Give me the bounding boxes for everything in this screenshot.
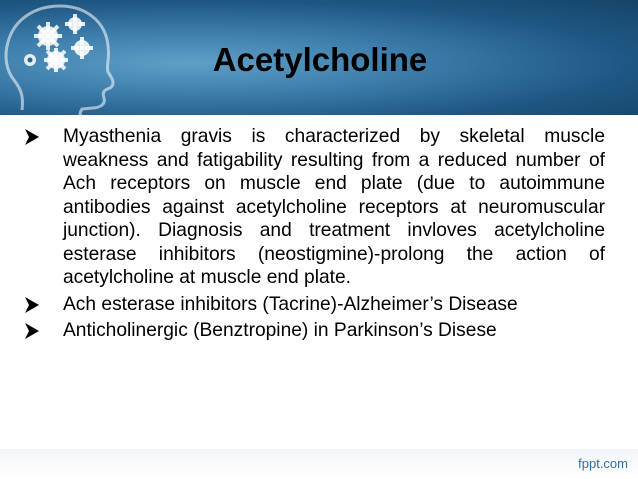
bullet-text: Ach esterase inhibitors (Tacrine)-Alzheimer’s Disease	[63, 293, 518, 315]
bullet-text: Myasthenia gravis is characterized by skeletal muscle weakness and fatigability resulting from a reduced number of Ach receptors on muscle end plate (due to autoimmune antibodies against acetylcholine receptors at neuromuscular junction). Diagnosis and treatment invloves acetylcholine esterase inhibitors (neostigmine)-prolong the action of acetylcholine at muscle end plate.	[63, 126, 605, 288]
arrow-bullet-icon	[22, 293, 44, 317]
slide-title: Acetylcholine	[212, 41, 428, 78]
arrow-bullet-icon	[22, 319, 44, 343]
head-gears-icon	[0, 0, 140, 115]
arrow-bullet-icon	[22, 125, 44, 149]
bullet-item	[20, 319, 605, 343]
brand-label[interactable]: fppt.com	[578, 456, 628, 471]
slide-header	[0, 0, 638, 115]
bullet-list	[20, 125, 605, 346]
bullet-text: Anticholinergic (Benztropine) in Parkinson’s Disese	[63, 320, 497, 341]
bullet-item	[20, 293, 605, 317]
bullet-item	[20, 125, 605, 290]
slide-footer	[0, 449, 638, 479]
